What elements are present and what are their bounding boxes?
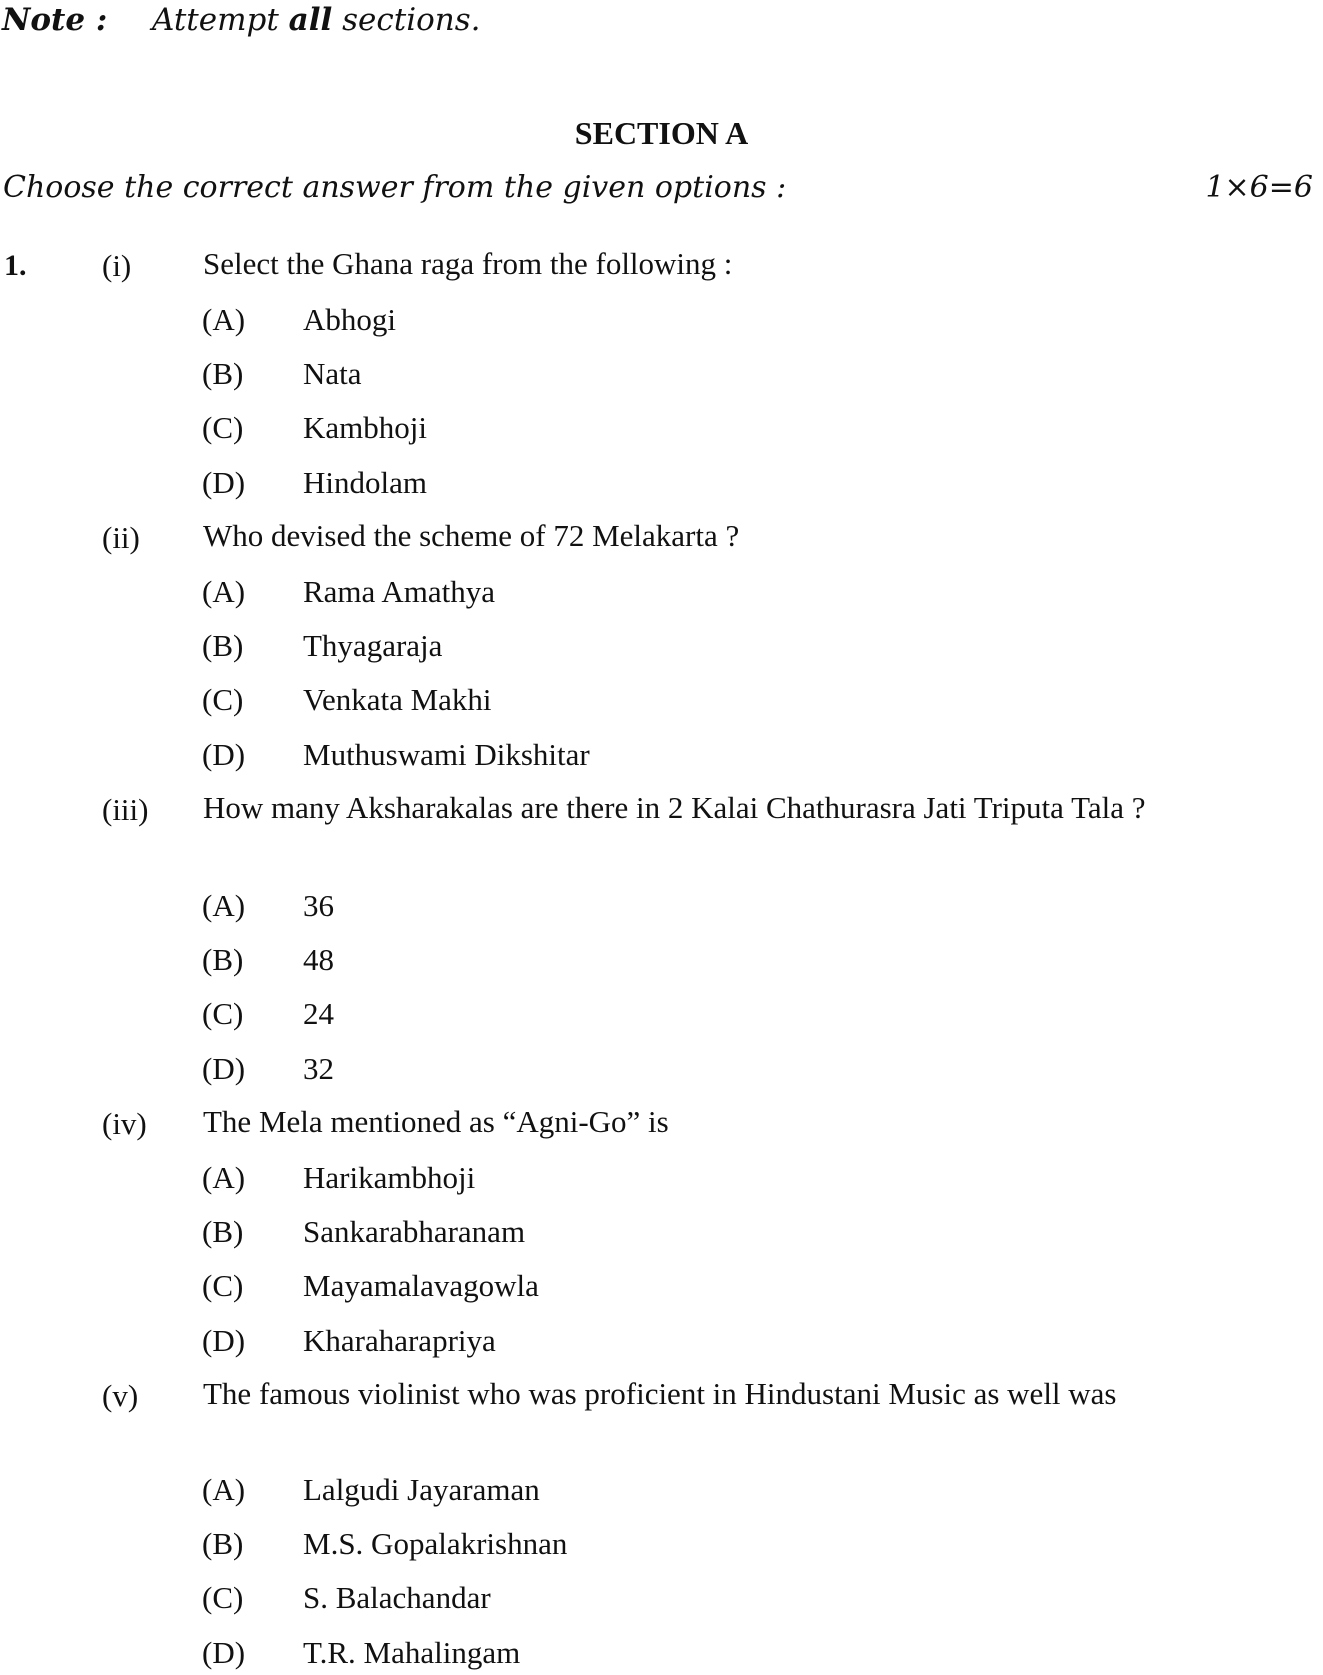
option-text: Hindolam xyxy=(303,465,427,500)
option-text: Sankarabharanam xyxy=(303,1214,526,1249)
option-label: (A) xyxy=(202,888,246,923)
part-roman: (v) xyxy=(102,1378,139,1413)
part-question: The Mela mentioned as “Agni-Go” is xyxy=(203,1104,669,1139)
option-label: (D) xyxy=(202,1051,246,1086)
part-roman: (ii) xyxy=(102,520,140,555)
option-text: 48 xyxy=(303,942,334,977)
option-text: Abhogi xyxy=(303,302,396,337)
part-roman: (i) xyxy=(102,248,132,283)
note-text-pre: Attempt xyxy=(152,2,289,38)
option-text: T.R. Mahalingam xyxy=(303,1635,521,1670)
part-question: The famous violinist who was proficient in Hindustani Music as well was xyxy=(203,1376,1117,1411)
option-label: (C) xyxy=(202,1580,244,1615)
option-text: Nata xyxy=(303,356,362,391)
option-label: (B) xyxy=(202,1214,244,1249)
section-instruction: Choose the correct answer from the given options : xyxy=(3,170,787,205)
option-label: (B) xyxy=(202,628,244,663)
option-text: S. Balachandar xyxy=(303,1580,491,1615)
option-label: (A) xyxy=(202,1160,246,1195)
part-question: Who devised the scheme of 72 Melakarta ? xyxy=(203,518,740,553)
option-text: Kharaharapriya xyxy=(303,1323,496,1358)
option-text: 36 xyxy=(303,888,334,923)
option-label: (C) xyxy=(202,1268,244,1303)
option-label: (C) xyxy=(202,410,244,445)
option-label: (A) xyxy=(202,302,246,337)
note-label: Note : xyxy=(2,2,108,38)
option-text: Lalgudi Jayaraman xyxy=(303,1472,540,1507)
option-label: (D) xyxy=(202,1323,246,1358)
option-label: (A) xyxy=(202,1472,246,1507)
option-label: (D) xyxy=(202,465,246,500)
option-label: (D) xyxy=(202,737,246,772)
part-roman: (iii) xyxy=(102,792,149,827)
option-text: Thyagaraja xyxy=(303,628,443,663)
option-text: Kambhoji xyxy=(303,410,427,445)
section-marks: 1×6=6 xyxy=(1205,170,1313,205)
option-label: (B) xyxy=(202,942,244,977)
option-label: (A) xyxy=(202,574,246,609)
option-label: (C) xyxy=(202,682,244,717)
note-text-bold: all xyxy=(288,2,333,38)
option-label: (C) xyxy=(202,996,244,1031)
part-roman: (iv) xyxy=(102,1106,147,1141)
option-text: Rama Amathya xyxy=(303,574,495,609)
option-text: Muthuswami Dikshitar xyxy=(303,737,590,772)
option-text: Harikambhoji xyxy=(303,1160,476,1195)
part-question: How many Aksharakalas are there in 2 Kalai Chathurasra Jati Triputa Tala ? xyxy=(203,790,1146,825)
option-label: (B) xyxy=(202,1526,244,1561)
option-label: (B) xyxy=(202,356,244,391)
option-text: 32 xyxy=(303,1051,334,1086)
option-label: (D) xyxy=(202,1635,246,1670)
option-text: Mayamalavagowla xyxy=(303,1268,539,1303)
option-text: 24 xyxy=(303,996,334,1031)
note-text xyxy=(152,2,481,38)
option-text: M.S. Gopalakrishnan xyxy=(303,1526,568,1561)
section-title: SECTION A xyxy=(574,115,749,151)
part-question: Select the Ghana raga from the following : xyxy=(203,246,733,281)
option-text: Venkata Makhi xyxy=(303,682,492,717)
note-text-post: sections. xyxy=(332,2,481,38)
question-number: 1. xyxy=(4,249,27,282)
